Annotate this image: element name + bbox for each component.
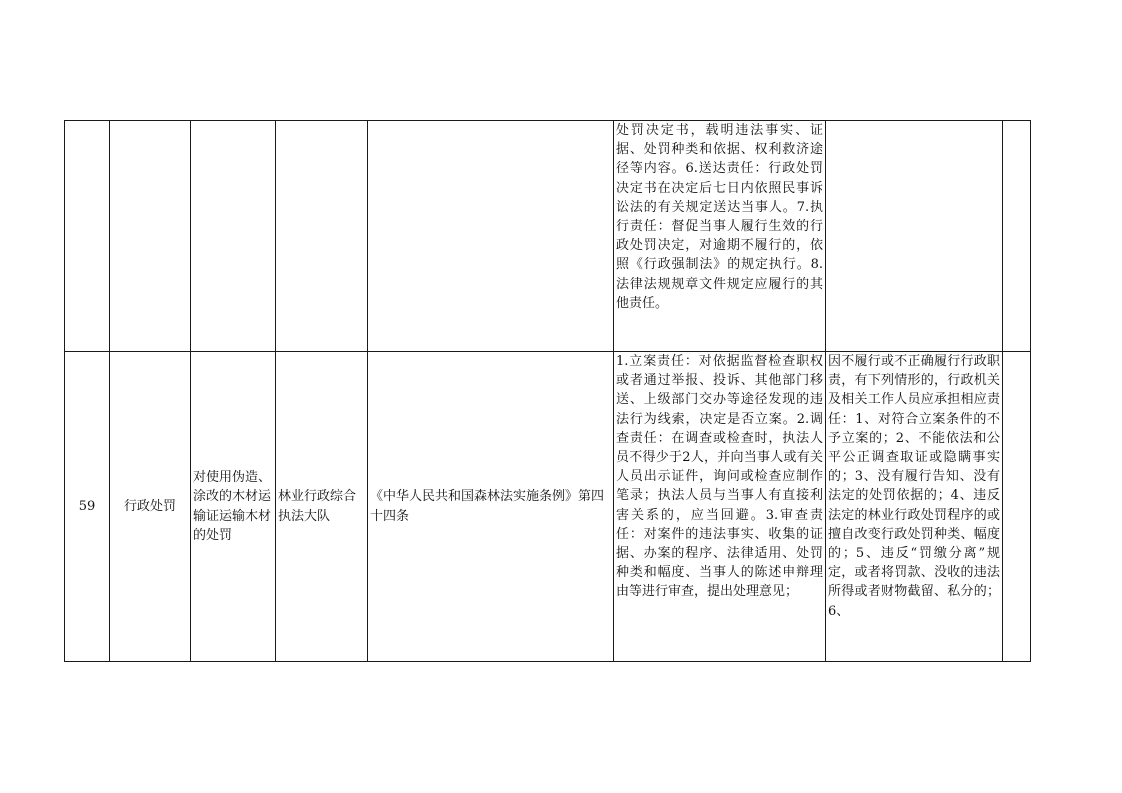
cell-accountability: 因不履行或不正确履行行政职责，有下列情形的，行政机关及相关工作人员应承担相应责任：1、对符合立案条件的不予立案的；2、不能依法和公平公正调查取证或隐瞒事实的；3、没有履行告知、没有法定的处罚依据的；4、违反法定的林业行政处罚程序的或擅自改变行政处罚种类、幅度的；5、违反“罚缴分离”规定，或者将罚款、没收的违法所得或者财物截留、私分的；6、 xyxy=(826,352,1003,662)
cell-department: 林业行政综合执法大队 xyxy=(276,352,368,662)
cell-accountability xyxy=(826,121,1003,352)
cell-number: 59 xyxy=(65,352,110,662)
cell-basis xyxy=(368,121,614,352)
table-row xyxy=(65,121,1031,352)
cell-item: 对使用伪造、涂改的木材运输证运输木材的处罚 xyxy=(191,352,276,662)
cell-department xyxy=(276,121,368,352)
cell-item xyxy=(191,121,276,352)
table-row xyxy=(65,352,1031,662)
cell-number xyxy=(65,121,110,352)
cell-responsibility: 处罚决定书，载明违法事实、证据、处罚种类和依据、权利救济途径等内容。6.送达责任：行政处罚决定书在决定后七日内依照民事诉讼法的有关规定送达当事人。7.执行责任：督促当事人履行生效的行政处罚决定，对逾期不履行的，依照《行政强制法》的规定执行。8.法律法规规章文件规定应履行的其他责任。 xyxy=(614,121,826,352)
cell-category: 行政处罚 xyxy=(110,352,191,662)
cell-remark xyxy=(1003,352,1031,662)
cell-category xyxy=(110,121,191,352)
responsibility-table xyxy=(64,120,1031,662)
cell-responsibility: 1.立案责任：对依据监督检查职权或者通过举报、投诉、其他部门移送、上级部门交办等途径发现的违法行为线索，决定是否立案。2.调查责任：在调查或检查时，执法人员不得少于2人，并向当事人或有关人员出示证件，询问或检查应制作笔录；执法人员与当事人有直接利害关系的，应当回避。3.审查责任：对案件的违法事实、收集的证据、办案的程序、法律适用、处罚种类和幅度、当事人的陈述申辩理由等进行审查，提出处理意见； xyxy=(614,352,826,662)
cell-remark xyxy=(1003,121,1031,352)
cell-basis: 《中华人民共和国森林法实施条例》第四十四条 xyxy=(368,352,614,662)
